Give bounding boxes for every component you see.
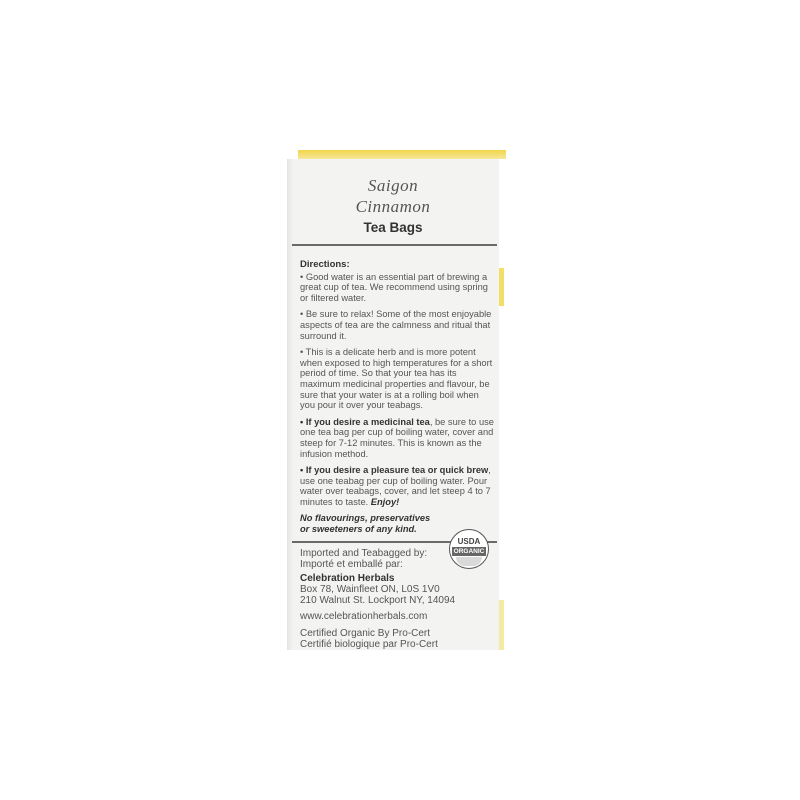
importer-info	[300, 548, 450, 570]
company-address2: 210 Walnut St. Lockport NY, 14094	[300, 595, 456, 606]
cert-line2: Certifié biologique par Pro-Cert	[300, 639, 438, 650]
direction-item-pleasure	[300, 465, 496, 507]
pleasure-text: , use one teabag per cup of boiling water. Pour water over teabags, cover, and let steep 4 to 7 minutes to taste.	[300, 465, 491, 507]
enjoy-text: Enjoy!	[370, 496, 400, 507]
product-title-line2: Cinnamon	[355, 197, 431, 216]
directions-heading: Directions:	[300, 259, 350, 270]
company-info	[300, 573, 500, 606]
usda-organic-seal	[449, 529, 489, 569]
importer-line1: Imported and Teabagged by:	[300, 548, 428, 559]
box-side-stripe	[499, 268, 504, 306]
box-top-stripe	[298, 150, 506, 159]
box-side-stripe-lower	[499, 600, 504, 650]
direction-item-medicinal	[300, 417, 496, 459]
cert-line1: Certified Organic By Pro-Cert	[300, 628, 431, 639]
direction-item-relax: • Be sure to relax! Some of the most enjoyable aspects of tea are the calmness and ritual that surround it.	[300, 309, 492, 341]
certification-info	[300, 628, 438, 650]
usda-seal-band: ORGANIC	[453, 548, 485, 555]
importer-line2: Importé et emballé par:	[300, 559, 403, 570]
divider-top	[292, 244, 497, 246]
company-website: www.celebrationherbals.com	[300, 611, 428, 622]
directions-section	[300, 260, 496, 535]
note-line1: No flavourings, preservatives	[300, 513, 431, 524]
direction-item-herb: • This is a delicate herb and is more potent when exposed to high temperatures for a short period of time. So that your tea has its maximum medicinal properties and flavour, be sure that your water is at a rolling boil when you pour it over your teabags.	[300, 347, 493, 411]
direction-item-water: • Good water is an essential part of brewing a great cup of tea. We recommend using spring or filtered water.	[300, 271, 488, 303]
usda-seal-bottom	[456, 557, 482, 566]
pleasure-label: • If you desire a pleasure tea or quick brew	[300, 465, 489, 476]
product-title-line1: Saigon	[367, 176, 419, 195]
usda-seal-top: USDA	[457, 537, 481, 546]
company-address1: Box 78, Wainfleet ON, L0S 1V0	[300, 584, 440, 595]
company-name: Celebration Herbals	[300, 573, 395, 584]
medicinal-text: , be sure to use one tea bag per cup of boiling water, cover and steep for 7-12 minutes. This is known as the infusion method.	[300, 416, 494, 459]
medicinal-label: • If you desire a medicinal tea	[300, 416, 430, 427]
product-title-line3: Tea Bags	[363, 220, 423, 235]
note-line2: or sweeteners of any kind.	[300, 524, 417, 535]
